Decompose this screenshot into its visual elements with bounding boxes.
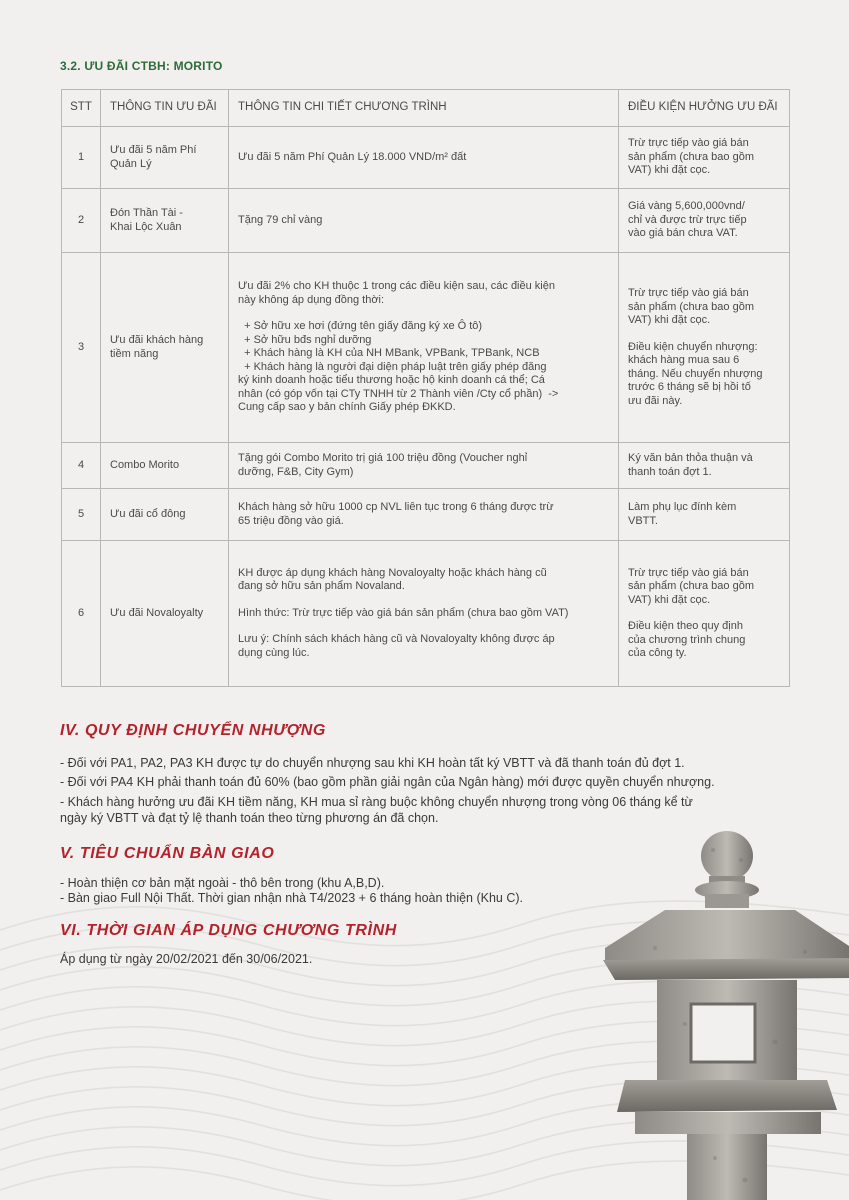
cell-line: tháng. Nếu chuyển nhượng [628,367,763,380]
row-condition [619,541,790,687]
line-gap [628,607,780,620]
row-detail [229,541,619,687]
section-5-line: - Bàn giao Full Nội Thất. Thời gian nhận nhà T4/2023 + 6 tháng hoàn thiện (Khu C). [60,891,524,905]
section-6-title: VI. THỜI GIAN ÁP DỤNG CHƯƠNG TRÌNH [60,922,397,939]
section-4-line: - Đối với PA1, PA2, PA3 KH được tự do chuyển nhượng sau khi KH hoàn tất ký VBTT và đã thanh toán đủ đợt 1. [60,756,685,770]
line-gap [238,620,609,633]
row-info [101,189,229,253]
cell-line: dưỡng, F&B, City Gym) [238,465,354,478]
line-gap [238,594,609,607]
cell-line: Điều kiện theo quy định [628,620,743,632]
cell-line: + Sở hữu xe hơi (đứng tên giấy đăng ký xe Ô tô) [238,320,483,333]
cell-line: Combo Morito [110,458,180,471]
cell-line: + Khách hàng là người đại diện pháp luật trên giấy phép đăng [238,360,547,373]
cell-line: Giá vàng 5,600,000vnd/ [628,200,745,213]
row-detail [229,127,619,189]
row-stt: 5 [62,489,101,541]
cell-line: ưu đãi này. [628,394,683,407]
cell-line: của công ty. [628,647,687,659]
section-4-line: - Khách hàng hưởng ưu đãi KH tiềm năng, KH mua sỉ ràng buộc không chuyển nhượng trong vòng 06 tháng kể từ [60,795,693,809]
row-info [101,541,229,687]
section-5-line: - Hoàn thiện cơ bản mặt ngoài - thô bên trong (khu A,B,D). [60,876,385,890]
row-condition [619,489,790,541]
cell-line: VAT) khi đặt cọc. [628,164,711,177]
cell-line: tiềm năng [110,347,159,360]
cell-line: vào giá bán chưa VAT. [628,227,738,240]
row-stt: 1 [62,127,101,189]
cell-line: nhân (có góp vốn tại CTy TNHH từ 2 Thành viên /Cty cổ phần) -> [238,387,559,400]
header-condition: ĐIỀU KIỆN HƯỞNG ƯU ĐÃI [619,90,790,127]
header-stt: STT [62,90,101,127]
header-detail: THÔNG TIN CHI TIẾT CHƯƠNG TRÌNH [229,90,619,127]
cell-line: sản phẩm (chưa bao gồm [628,580,754,592]
cell-line: chỉ và được trừ trực tiếp [628,213,747,226]
row-condition [619,443,790,489]
cell-line: ký kinh doanh hoặc tiểu thương hoặc hộ kinh doanh cá thể; Cá [238,374,545,387]
cell-line: Khai Lộc Xuân [110,220,182,233]
cell-line: Trừ trực tiếp vào giá bán [628,566,749,579]
row-stt: 2 [62,189,101,253]
line-gap [238,307,609,320]
row-info [101,443,229,489]
row-detail [229,253,619,443]
cell-line: Ưu đãi khách hàng [110,334,204,346]
row-info [101,127,229,189]
section-4-line: - Đối với PA4 KH phải thanh toán đủ 60% (bao gồm phần giải ngân của Ngân hàng) mới được quyền chuyển nhượng. [60,775,715,789]
cell-line: VAT) khi đặt cọc. [628,593,711,606]
row-condition [619,127,790,189]
cell-line: Trừ trực tiếp vào giá bán [628,137,749,150]
cell-line: Khách hàng sở hữu 1000 cp NVL liên tục trong 6 tháng được trừ [238,501,554,513]
cell-line: Trừ trực tiếp vào giá bán [628,287,749,299]
cell-line: này không áp dụng đồng thời: [238,293,385,306]
cell-line: sản phẩm (chưa bao gồm [628,300,754,313]
cell-line: khách hàng mua sau 6 [628,354,740,366]
row-stt: 3 [62,253,101,443]
row-info [101,489,229,541]
row-condition [619,253,790,443]
cell-line: Ký văn bản thỏa thuận và [628,452,753,464]
cell-line: Ưu đãi 5 năm Phí Quản Lý 18.000 VND/m² đất [238,150,467,163]
section-4-line: ngày ký VBTT và đạt tỷ lệ thanh toán theo từng phương án đã chọn. [60,811,439,825]
cell-line: sản phẩm (chưa bao gồm [628,150,754,163]
cell-line: VAT) khi đặt cọc. [628,314,711,326]
cell-line: Quản Lý [110,157,152,170]
row-detail [229,489,619,541]
table-row [62,253,790,443]
cell-line: Ưu đãi Novaloyalty [110,606,204,619]
cell-line: VBTT. [628,514,658,527]
cell-line: Điều kiện chuyển nhượng: [628,340,758,353]
cell-line: Tặng gói Combo Morito trị giá 100 triệu đồng (Voucher nghỉ [238,452,528,464]
cell-line: đang sở hữu sản phẩm Novaland. [238,580,405,593]
cell-line: thanh toán đợt 1. [628,465,712,478]
cell-line: của chương trình chung [628,633,746,646]
line-gap [628,328,780,341]
cell-line: Ưu đãi 5 năm Phí [110,144,197,156]
cell-line: Ưu đãi cổ đông [110,507,186,520]
header-info: THÔNG TIN ƯU ĐÃI [101,90,229,127]
cell-line: + Khách hàng là KH của NH MBank, VPBank, TPBank, NCB [238,347,540,360]
cell-line: KH được áp dụng khách hàng Novaloyalty hoặc khách hàng cũ [238,566,547,579]
section-4-title: IV. QUY ĐỊNH CHUYỂN NHƯỢNG [60,722,326,739]
table-header-row [62,90,790,127]
row-stt: 6 [62,541,101,687]
cell-line: Lưu ý: Chính sách khách hàng cũ và Novaloyalty không được áp [238,633,555,646]
table-row [62,127,790,189]
table-row [62,489,790,541]
cell-line: Tặng 79 chỉ vàng [238,213,323,226]
cell-line: 65 triệu đồng vào giá. [238,514,344,527]
section-5-title: V. TIÊU CHUẨN BÀN GIAO [60,845,275,862]
section-6-line: Áp dụng từ ngày 20/02/2021 đến 30/06/2021. [60,952,313,966]
row-detail [229,189,619,253]
row-condition [619,189,790,253]
cell-line: Ưu đãi 2% cho KH thuộc 1 trong các điều kiện sau, các điều kiện [238,280,555,293]
row-stt: 4 [62,443,101,489]
cell-line: Làm phụ lục đính kèm [628,501,737,513]
cell-line: Hình thức: Trừ trực tiếp vào giá bán sản phẩm (chưa bao gồm VAT) [238,606,569,619]
table-row [62,189,790,253]
cell-line: dụng cùng lúc. [238,646,310,659]
cell-line: Cung cấp sao y bản chính Giấy phép ĐKKD. [238,401,456,414]
row-detail [229,443,619,489]
cell-line: trước 6 tháng sẽ bị hồi tố [628,381,751,393]
table-row [62,541,790,687]
cell-line: + Sở hữu bđs nghỉ dưỡng [238,333,372,346]
section-3-2-title: 3.2. ƯU ĐÃI CTBH: MORITO [60,59,223,73]
row-info [101,253,229,443]
promotion-table [61,89,790,687]
table-row [62,443,790,489]
cell-line: Đón Thần Tài - [110,207,183,219]
